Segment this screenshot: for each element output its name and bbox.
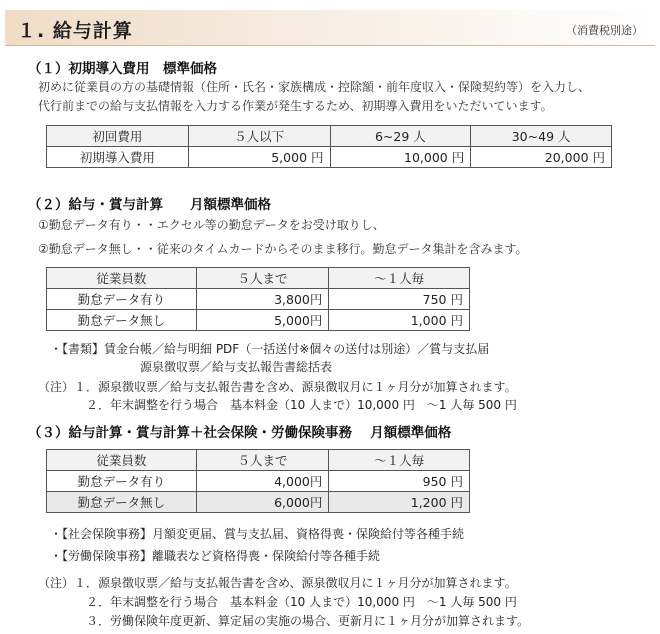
sec2-doc-line2: 源泉徴収票／給与支払報告書総括表 [140,360,333,374]
table-cell: 初期導入費用 [47,147,189,168]
table-header-cell: 30~49 人 [471,126,612,147]
table-row [47,310,470,331]
sec1-desc-line2: 代行前までの給与支払情報を入力する作業が発生するため、初期導入費用をいただいています。 [38,99,553,113]
table-row [47,492,470,513]
sec2-title: （２）給与・賞与計算 月額標準価格 [28,197,271,213]
table-row [47,289,470,310]
sec2-note-1: （注）１．源泉徴収票／給与支払報告書を含め、源泉徴収月に１ヶ月分が加算されます。 [38,380,517,394]
sec1-desc-line1: 初めに従業員の方の基礎情報（住所・氏名・家族構成・控除額・前年度収入・保険契約等）を入力し、 [38,80,591,94]
table-cell: 3,800円 [196,289,329,310]
sec3-bullet-2: ・【労働保険事務】離職表など資格得喪・保険給付等各種手続 [50,549,381,563]
section-header [5,10,655,46]
table-header-row [47,268,470,289]
table-cell: 5,000 円 [188,147,330,168]
tax-note: （消費税別途） [566,24,643,37]
sec3-note-2: ２．年末調整を行う場合 基本料金（10 人まで）10,000 円 ～1 人毎 500 円 [86,595,517,609]
table-cell: 1,000 円 [329,310,470,331]
table-header-cell: 従業員数 [47,268,197,289]
sec2-line1: ①勤怠データ有り・・エクセル等の勤怠データをお受け取りし、 [38,218,385,232]
table-header-cell: 従業員数 [47,450,197,471]
table-header-row [47,450,470,471]
table-cell: 950 円 [329,471,470,492]
sec2-price-table [46,267,470,331]
sec3-price-table [46,449,470,513]
table-cell: 20,000 円 [471,147,612,168]
table-cell: 6,000円 [196,492,329,513]
sec3-title: （３）給与計算・賞与計算＋社会保険・労働保険事務 月額標準価格 [28,425,452,441]
table-row [47,471,470,492]
table-header-cell: ５人まで [196,268,329,289]
table-cell: 4,000円 [196,471,329,492]
sec3-note-3: ３．労働保険年度更新、算定届の実施の場合、更新月に１ヶ月分が加算されます。 [86,614,530,628]
table-header-cell: 初回費用 [47,126,189,147]
sec2-line2: ②勤怠データ無し・・従来のタイムカードからそのまま移行。勤怠データ集計を含みます。 [38,242,528,256]
sec3-bullet-1: ・【社会保険事務】月額変更届、賞与支払届、資格得喪・保険給付等各種手続 [50,527,465,541]
sec1-price-table [46,125,612,168]
table-cell: 10,000 円 [330,147,471,168]
table-cell: 勤怠データ無し [47,492,197,513]
sec2-doc-line1: ・【書類】賃金台帳／給与明細 PDF（一括送付※個々の送付は別途）／賞与支払届 [50,342,490,356]
table-header-cell: ～１人毎 [329,268,470,289]
sec3-note-1: （注）１．源泉徴収票／給与支払報告書を含め、源泉徴収月に１ヶ月分が加算されます。 [38,576,517,590]
table-cell: 1,200 円 [329,492,470,513]
table-header-cell: ５人まで [196,450,329,471]
table-header-cell: ～１人毎 [329,450,470,471]
table-row [47,147,612,168]
table-cell: 勤怠データ有り [47,289,197,310]
table-cell: 750 円 [329,289,470,310]
sec2-note-2: ２．年末調整を行う場合 基本料金（10 人まで）10,000 円 ～1 人毎 500 円 [86,398,517,412]
sec1-title: （１）初期導入費用 標準価格 [28,61,217,77]
table-cell: 勤怠データ無し [47,310,197,331]
table-header-cell: ５人以下 [188,126,330,147]
table-cell: 5,000円 [196,310,329,331]
table-header-row [47,126,612,147]
page-title: １. 給与計算 [17,20,133,42]
table-cell: 勤怠データ有り [47,471,197,492]
table-header-cell: 6~29 人 [330,126,471,147]
